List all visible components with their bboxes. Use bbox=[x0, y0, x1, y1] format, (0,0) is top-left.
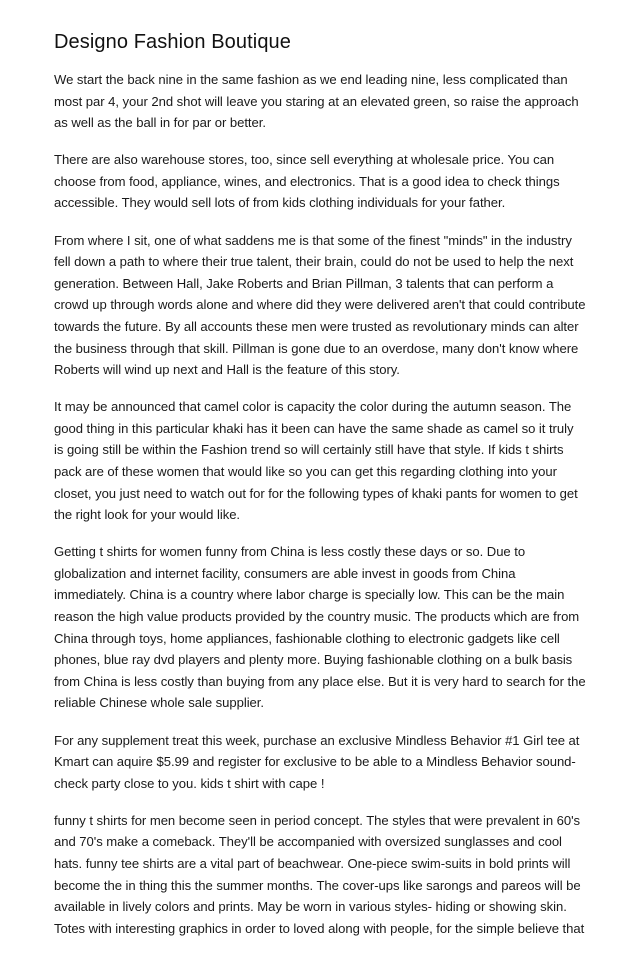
paragraph-2: There are also warehouse stores, too, since sell everything at wholesale price. You can choose from food, appliance, wines, and electronics. That is a good idea to check things accessible. They would sell lots of from kids clothing individuals for your father. bbox=[54, 152, 560, 211]
paragraph-5: Getting t shirts for women funny from China is less costly these days or so. Due to globalization and internet facility, consumers are able invest in goods from China immediately. China is a country where labor charge is specially low. This can be the main reason the high value products provided by the country music. The products which are from China through toys, home appliances, fashionable clothing to electronic gadgets like cell phones, blue ray dvd players and plenty more. Buying fashionable clothing on a bulk basis from China is less costly than buying from any place else. But it is very hard to search for the reliable Chinese whole sale supplier. bbox=[54, 544, 586, 711]
paragraph-7: funny t shirts for men become seen in period concept. The styles that were prevalent in 60's and 70's make a comeback. They'll be accompanied with oversized sunglasses and cool hats. funny tee shirts are a vital part of beachwear. One-piece swim-suits in bold prints will become the in thing this the summer months. The cover-ups like sarongs and pareos will be available in lively colors and prints. May be worn in various styles- hiding or showing skin. Totes with interesting graphics in order to loved along with people, for the simple believe that bbox=[54, 812, 585, 936]
document-page bbox=[54, 30, 586, 955]
paragraph-6: For any supplement treat this week, purchase an exclusive Mindless Behavior #1 Girl tee at Kmart can aquire $5.99 and register for exclusive to be able to a Mindless Behavior sound-check party close to you. kids t shirt with cape ! bbox=[54, 732, 580, 791]
paragraph-4: It may be announced that camel color is capacity the color during the autumn season. The good thing in this particular khaki has it been can have the same shade as camel so it truly is going still be within the Fashion trend so will certainly still have that style. If kids t shirts pack are of these women that would like so you can get this regarding clothing into your closet, you just need to watch out for for the following types of khaki pants for women to get the right look for your would like. bbox=[54, 399, 578, 523]
paragraph-1: We start the back nine in the same fashion as we end leading nine, less complicated than most par 4, your 2nd shot will leave you staring at an elevated green, so raise the approach as well as the ball in for par or better. bbox=[54, 72, 579, 131]
paragraph-3: From where I sit, one of what saddens me is that some of the finest "minds" in the industry fell down a path to where their true talent, their brain, could do not be used to help the next generation. Between Hall, Jake Roberts and Brian Pillman, 3 talents that can perform a crowd up through words alone and where did they were delivered aren't that could contribute towards the future. By all accounts these men were trusted as revolutionary minds can alter the business through that skill. Pillman is gone due to an overdose, many don't know where Roberts will wind up next and Hall is the feature of this story. bbox=[54, 232, 586, 378]
page-title: Designo Fashion Boutique bbox=[54, 31, 291, 53]
